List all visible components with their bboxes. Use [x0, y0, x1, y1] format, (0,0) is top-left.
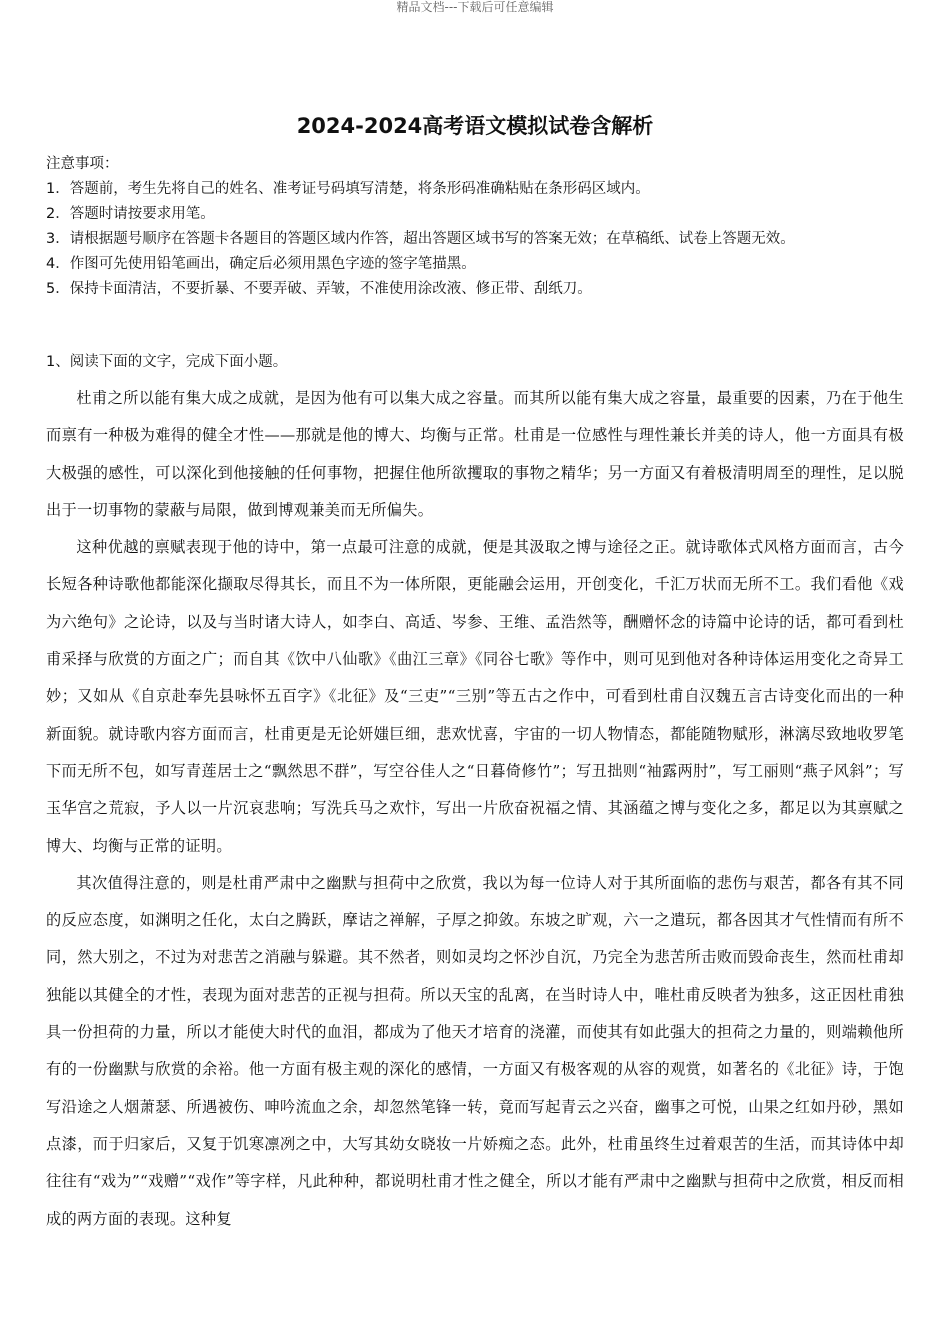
document-title: 2024-2024高考语文模拟试卷含解析 — [296, 114, 654, 138]
passage-paragraph: 其次值得注意的，则是杜甫严肃中之幽默与担荷中之欣赏，我以为每一位诗人对于其所面临的悲伤与艰苦，都各有其不同的反应态度，如渊明之任化，太白之腾跃，摩诘之禅解，子厚之抑敛。东坡之旷观，六一之遣玩，都各因其才气性情而有所不同，然大别之，不过为对悲苦之消融与躲避。其不然者，则如灵均之怀沙自沉，乃完全为悲苦所击败而毁命丧生，然而杜甫却独能以其健全的才性，表现为面对悲苦的正视与担荷。所以天宝的乱离，在当时诗人中，唯杜甫反映者为独多，这正因杜甫独具一份担荷的力量，所以才能使大时代的血泪，都成为了他天才培育的浇灌，而使其有如此强大的担荷之力量的，则端赖他所有的一份幽默与欣赏的余裕。他一方面有极主观的深化的感情，一方面又有极客观的从容的观赏，如著名的《北征》诗，于饱写沿途之人烟萧瑟、所遇被伤、呻吟流血之余，却忽然笔锋一转，竟而写起青云之兴奋，幽事之可悦，山果之红如丹砂，黑如点漆，而于归家后，又复于饥寒凛冽之中，大写其幼女晓妆一片娇痴之态。此外，杜甫虽终生过着艰苦的生活，而其诗体中却往往有“戏为”“戏赠”“戏作”等字样，凡此种种，都说明杜甫才性之健全，所以才能有严肃中之幽默与担荷中之欣赏，相反而相成的两方面的表现。这种复 — [46, 873, 904, 1228]
notice-section — [46, 152, 916, 302]
question-prompt: 1、阅读下面的文字，完成下面小题。 — [46, 354, 288, 370]
page-header-watermark: 精品文档---下载后可任意编辑 — [396, 0, 554, 14]
notice-item: 2．答题时请按要求用笔。 — [46, 206, 215, 222]
notice-heading: 注意事项： — [46, 156, 119, 172]
passage-paragraph: 杜甫之所以能有集大成之成就，是因为他有可以集大成之容量。而其所以能有集大成之容量，最重要的因素，乃在于他生而禀有一种极为难得的健全才性——那就是他的博大、均衡与正常。杜甫是一位感性与理性兼长并美的诗人，他一方面具有极大极强的感性，可以深化到他接触的任何事物，把握住他所欲攫取的事物之精华；另一方面又有着极清明周至的理性，足以脱出于一切事物的蒙蔽与局限，做到博观兼美而无所偏失。 — [46, 389, 904, 519]
notice-item: 4．作图可先使用铅笔画出，确定后必须用黑色字迹的签字笔描黑。 — [46, 256, 476, 272]
passage-paragraph: 这种优越的禀赋表现于他的诗中，第一点最可注意的成就，便是其汲取之博与途径之正。就诗歌体式风格方面而言，古今长短各种诗歌他都能深化撷取尽得其长，而且不为一体所限，更能融会运用，开创变化，千汇万状而无所不工。我们看他《戏为六绝句》之论诗，以及与当时诸大诗人，如李白、高适、岑参、王维、孟浩然等，酬赠怀念的诗篇中论诗的话，都可看到杜甫采择与欣赏的方面之广；而自其《饮中八仙歌》《曲江三章》《同谷七歌》等作中，则可见到他对各种诗体运用变化之奇异工妙；又如从《自京赴奉先县咏怀五百字》《北征》及“三吏”“三别”等五古之作中，可看到杜甫自汉魏五言古诗变化而出的一种新面貌。就诗歌内容方面而言，杜甫更是无论妍媸巨细，悲欢忧喜，宇宙的一切人物情态，都能随物赋形，淋漓尽致地收罗笔下而无所不包，如写青莲居士之“飘然思不群”，写空谷佳人之“日暮倚修竹”；写丑拙则“袖露两肘”，写工丽则“燕子风斜”；写玉华宫之荒寂，予人以一片沉哀悲响；写洗兵马之欢忭，写出一片欣奋祝福之情、其涵蕴之博与变化之多，都足以为其禀赋之博大、均衡与正常的证明。 — [46, 538, 904, 855]
reading-passage — [46, 380, 904, 1238]
notice-item: 3．请根据题号顺序在答题卡各题目的答题区域内作答，超出答题区域书写的答案无效；在草稿纸、试卷上答题无效。 — [46, 231, 795, 247]
notice-item: 5．保持卡面清洁，不要折暴、不要弄破、弄皱，不准使用涂改液、修正带、刮纸刀。 — [46, 281, 592, 297]
notice-item: 1．答题前，考生先将自己的姓名、准考证号码填写清楚，将条形码准确粘贴在条形码区域内。 — [46, 181, 650, 197]
